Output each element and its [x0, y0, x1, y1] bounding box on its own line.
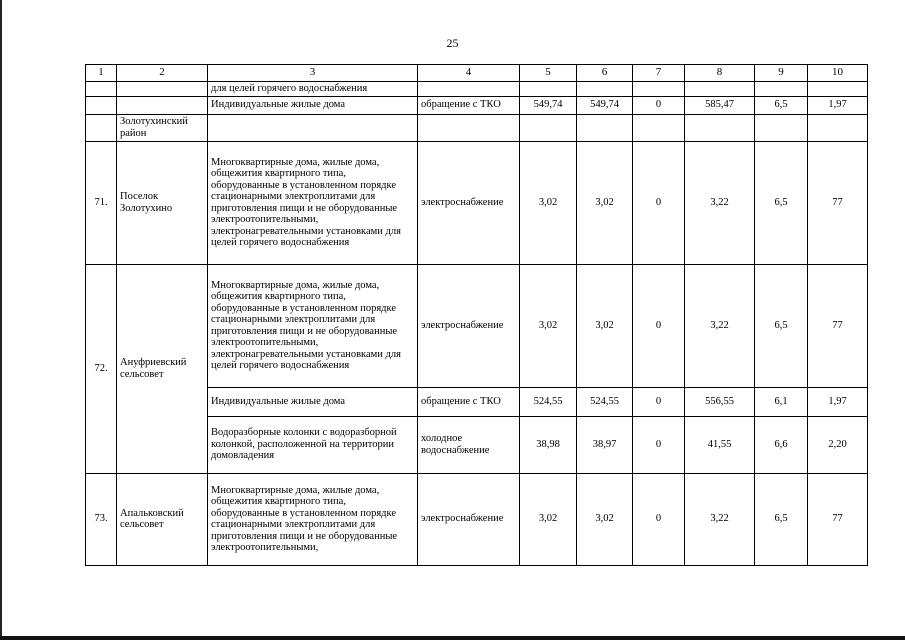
service-cell: холодное водоснабжение [418, 416, 520, 473]
table-row [86, 473, 868, 565]
table-row [86, 82, 868, 97]
consumer-category-cell: для целей горячего водоснабжения [208, 82, 418, 97]
value-cell: 77 [808, 141, 868, 264]
value-cell [808, 82, 868, 97]
col-header: 7 [633, 65, 685, 82]
value-cell: 3,02 [520, 264, 577, 387]
value-cell: 0 [633, 387, 685, 416]
value-cell: 585,47 [685, 96, 755, 114]
value-cell [685, 114, 755, 141]
row-number-cell: 71. [86, 141, 117, 264]
value-cell: 0 [633, 96, 685, 114]
value-cell: 3,02 [577, 473, 633, 565]
value-cell: 3,22 [685, 473, 755, 565]
value-cell [755, 114, 808, 141]
value-cell: 549,74 [577, 96, 633, 114]
value-cell: 0 [633, 473, 685, 565]
value-cell: 6,6 [755, 416, 808, 473]
consumer-category-cell: Водоразборные колонки с водоразборной колонкой, расположенной на территории домовладения [208, 416, 418, 473]
consumer-category-cell [208, 114, 418, 141]
value-cell: 77 [808, 264, 868, 387]
value-cell: 524,55 [577, 387, 633, 416]
value-cell: 0 [633, 416, 685, 473]
row-number-cell [86, 96, 117, 114]
col-header: 3 [208, 65, 418, 82]
service-cell: электроснабжение [418, 473, 520, 565]
col-header: 9 [755, 65, 808, 82]
service-cell: обращение с ТКО [418, 387, 520, 416]
table-row [86, 96, 868, 114]
value-cell: 6,5 [755, 264, 808, 387]
value-cell: 77 [808, 473, 868, 565]
row-number-cell [86, 114, 117, 141]
table-row [86, 141, 868, 264]
value-cell: 524,55 [520, 387, 577, 416]
service-cell: электроснабжение [418, 141, 520, 264]
value-cell: 556,55 [685, 387, 755, 416]
value-cell: 3,22 [685, 264, 755, 387]
service-cell: обращение с ТКО [418, 96, 520, 114]
service-cell [418, 114, 520, 141]
col-header: 5 [520, 65, 577, 82]
service-cell [418, 82, 520, 97]
consumer-category-cell: Многоквартирные дома, жилые дома, общежития квартирного типа, оборудованные в установленном порядке стационарными электроплитами для приготовления пищи и не оборудованные электроотопительными, электронагревательными установками для целей горячего водоснабжения [208, 141, 418, 264]
value-cell: 38,98 [520, 416, 577, 473]
value-cell: 3,02 [577, 264, 633, 387]
value-cell [633, 114, 685, 141]
page-number: 25 [446, 36, 459, 50]
col-header: 6 [577, 65, 633, 82]
value-cell: 2,20 [808, 416, 868, 473]
col-header: 8 [685, 65, 755, 82]
row-number-cell: 72. [86, 264, 117, 473]
value-cell: 0 [633, 264, 685, 387]
value-cell [755, 82, 808, 97]
value-cell: 0 [633, 141, 685, 264]
value-cell [808, 114, 868, 141]
settlement-cell: Ануфриевский сельсовет [117, 264, 208, 473]
scan-edge-left [0, 0, 2, 640]
value-cell: 6,5 [755, 473, 808, 565]
value-cell: 3,02 [577, 141, 633, 264]
value-cell [520, 82, 577, 97]
row-number-cell: 73. [86, 473, 117, 565]
col-header: 1 [86, 65, 117, 82]
col-header: 4 [418, 65, 520, 82]
value-cell [577, 114, 633, 141]
value-cell: 1,97 [808, 96, 868, 114]
row-number-cell [86, 82, 117, 97]
value-cell: 3,02 [520, 473, 577, 565]
value-cell: 3,22 [685, 141, 755, 264]
value-cell: 6,5 [755, 96, 808, 114]
value-cell [633, 82, 685, 97]
value-cell: 38,97 [577, 416, 633, 473]
value-cell: 6,5 [755, 141, 808, 264]
col-header: 2 [117, 65, 208, 82]
col-header: 10 [808, 65, 868, 82]
value-cell: 549,74 [520, 96, 577, 114]
column-number-row [86, 65, 868, 82]
consumer-category-cell: Многоквартирные дома, жилые дома, общежития квартирного типа, оборудованные в установленном порядке стационарными электроплитами для приготовления пищи и не оборудованные электроотопительными, [208, 473, 418, 565]
consumer-category-cell: Индивидуальные жилые дома [208, 96, 418, 114]
value-cell: 3,02 [520, 141, 577, 264]
value-cell [685, 82, 755, 97]
district-heading-cell: Золотухинский район [117, 114, 208, 141]
settlement-cell: Поселок Золотухино [117, 141, 208, 264]
value-cell [520, 114, 577, 141]
consumer-category-cell: Индивидуальные жилые дома [208, 387, 418, 416]
value-cell: 1,97 [808, 387, 868, 416]
service-cell: электроснабжение [418, 264, 520, 387]
table-row [86, 114, 868, 141]
scan-edge-bottom [0, 636, 905, 640]
value-cell [577, 82, 633, 97]
settlement-cell [117, 82, 208, 97]
consumer-category-cell: Многоквартирные дома, жилые дома, общежития квартирного типа, оборудованные в установленном порядке стационарными электроплитами для приготовления пищи и не оборудованные электроотопительными, электронагревательными установками для целей горячего водоснабжения [208, 264, 418, 387]
tariff-table [85, 64, 868, 566]
settlement-cell [117, 96, 208, 114]
value-cell: 6,1 [755, 387, 808, 416]
value-cell: 41,55 [685, 416, 755, 473]
table-row [86, 264, 868, 387]
settlement-cell: Апальковский сельсовет [117, 473, 208, 565]
